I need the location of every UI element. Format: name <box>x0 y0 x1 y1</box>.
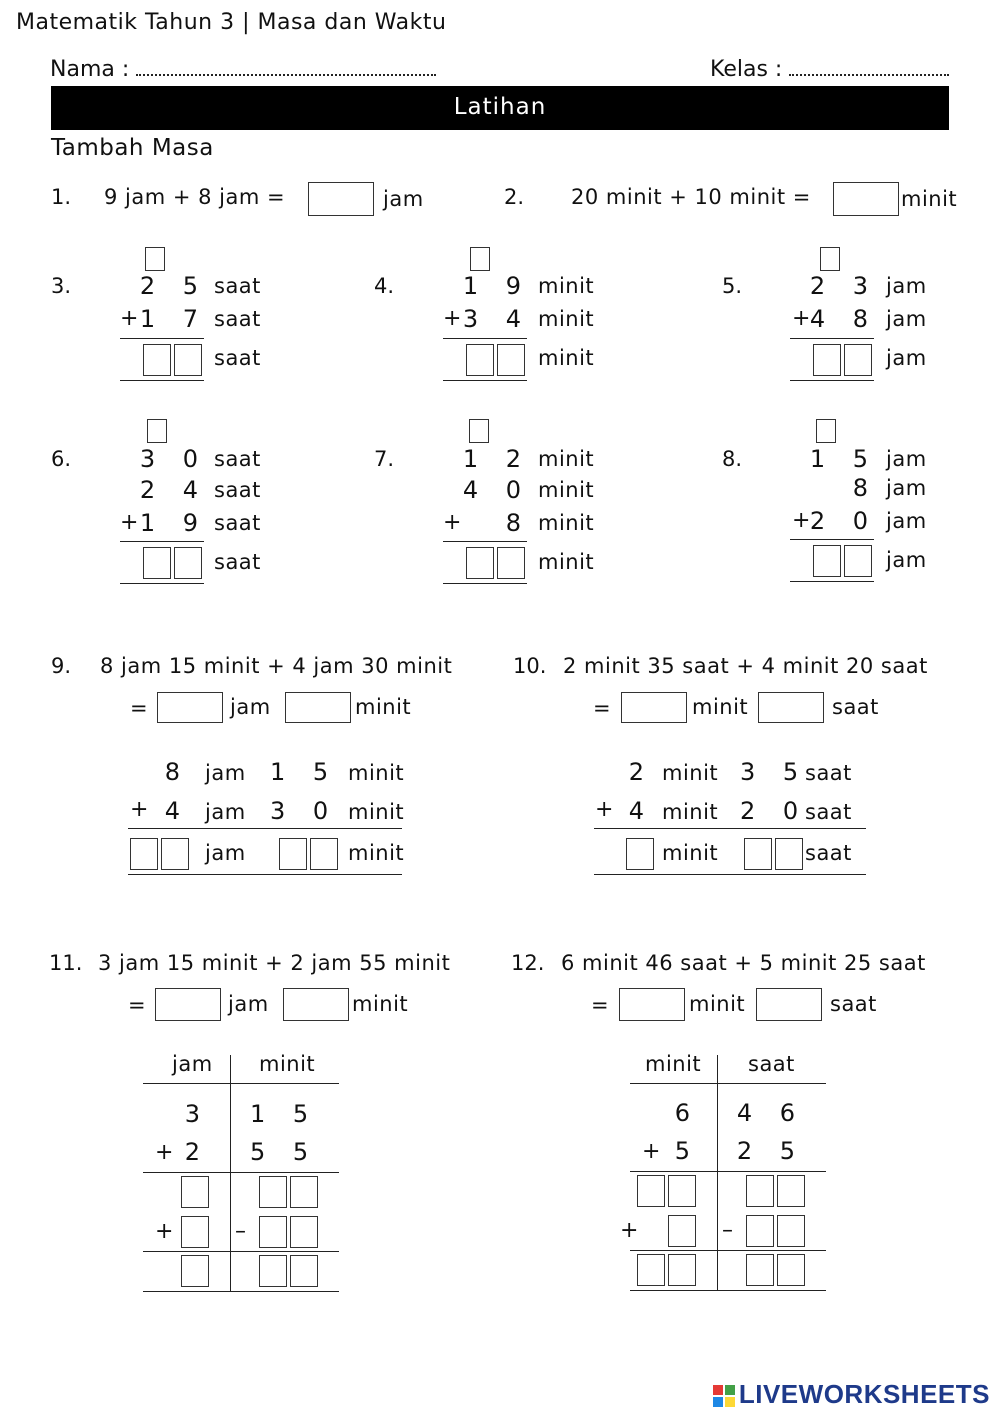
q9-minutes-unit: minit <box>355 695 412 719</box>
q4-rule-bottom <box>443 380 527 381</box>
name-field <box>50 56 436 82</box>
q5-plus: + <box>792 306 811 331</box>
q7-unit-3: minit <box>538 511 595 535</box>
q5-number: 5. <box>722 274 743 298</box>
q12-equals: = <box>591 993 610 1017</box>
q12-minutes-box[interactable] <box>619 988 685 1021</box>
section-banner: Latihan <box>51 86 949 130</box>
q12-r2-seconds: 2 5 <box>736 1137 805 1165</box>
q3-row2: 1 7 <box>139 305 208 333</box>
q10-equals: = <box>593 696 612 720</box>
q4-plus: + <box>443 306 462 331</box>
q11-number: 11. <box>49 951 83 975</box>
q9-ans-hours-ones[interactable] <box>161 838 189 870</box>
q11-r2-hours: 2 <box>184 1138 210 1166</box>
q11-equals: = <box>128 993 147 1017</box>
q5-answer-tens[interactable] <box>813 344 841 376</box>
q10-ans-saat: saat <box>805 841 852 865</box>
q12-divider <box>717 1055 718 1291</box>
name-label: Nama : <box>50 57 130 82</box>
q10-r1-saat: saat <box>805 761 852 785</box>
q8-carry-box[interactable] <box>816 419 836 443</box>
q11-final-min-tens[interactable] <box>259 1255 287 1287</box>
q3-unit-2: saat <box>214 307 261 331</box>
q8-unit-2: jam <box>886 476 927 500</box>
q3-unit-3: saat <box>214 346 261 370</box>
q10-rule <box>594 828 866 829</box>
q12-minutes-unit: minit <box>689 992 746 1016</box>
q7-carry-box[interactable] <box>469 419 489 443</box>
q11-divider <box>230 1055 231 1291</box>
logo-square-red <box>713 1385 723 1395</box>
q11-sum-min-ones[interactable] <box>290 1176 318 1208</box>
liveworksheets-brand: LIVEWORKSHEETS <box>738 1379 990 1409</box>
q9-text: 8 jam 15 minit + 4 jam 30 minit <box>100 654 453 678</box>
q12-final-sec-tens[interactable] <box>746 1254 774 1286</box>
logo-square-yellow <box>725 1397 735 1407</box>
q6-answer-ones[interactable] <box>174 547 202 579</box>
q4-rule <box>443 338 527 339</box>
q7-unit-1: minit <box>538 447 595 471</box>
q11-r1-minutes: 1 5 <box>250 1100 319 1128</box>
q12-header-rule <box>630 1083 826 1084</box>
q11-hours-unit: jam <box>228 992 269 1016</box>
q8-plus: + <box>792 508 811 533</box>
q6-rule <box>120 541 204 542</box>
q12-sum-min-tens[interactable] <box>637 1175 665 1207</box>
q9-ans-hours-tens[interactable] <box>130 838 158 870</box>
q6-unit-3: saat <box>214 511 261 535</box>
q8-unit-4: jam <box>886 548 927 572</box>
q9-r1-minit: minit <box>348 761 405 785</box>
logo-square-blue <box>713 1397 723 1407</box>
q5-rule <box>790 338 874 339</box>
q7-unit-2: minit <box>538 478 595 502</box>
q11-col-minit: minit <box>259 1052 316 1076</box>
q9-number: 9. <box>51 654 72 678</box>
q11-minutes-unit: minit <box>352 992 409 1016</box>
q10-plus: + <box>595 797 614 822</box>
q8-row2: 8 <box>852 474 878 502</box>
name-blank[interactable] <box>136 56 436 76</box>
q7-number: 7. <box>374 447 395 471</box>
q6-row2: 2 4 <box>139 476 208 504</box>
q10-ans-minutes[interactable] <box>626 838 654 870</box>
q9-minutes-box[interactable] <box>285 692 351 723</box>
q12-carry-sec-ones[interactable] <box>777 1215 805 1247</box>
q7-row1: 1 2 <box>462 445 531 473</box>
q9-ans-minit: minit <box>348 841 405 865</box>
q12-seconds-unit: saat <box>830 992 877 1016</box>
q4-row2: 3 4 <box>462 305 531 333</box>
q7-row2: 4 0 <box>462 476 531 504</box>
q9-r1-minutes: 1 5 <box>270 758 339 786</box>
q3-number: 3. <box>51 274 72 298</box>
q10-minutes-box[interactable] <box>621 692 687 723</box>
page-title: Matematik Tahun 3 | Masa dan Waktu <box>16 10 447 35</box>
q3-answer-ones[interactable] <box>174 344 202 376</box>
q11-carry-plus: + <box>155 1219 174 1244</box>
q11-final-hours[interactable] <box>181 1255 209 1287</box>
q5-row1: 2 3 <box>809 272 878 300</box>
q12-final-rule <box>630 1250 826 1251</box>
q10-ans-sec-ones[interactable] <box>775 838 803 870</box>
q5-unit-1: jam <box>886 274 927 298</box>
q11-carry-minus: – <box>235 1219 246 1244</box>
q11-final-rule <box>143 1251 339 1252</box>
q4-row1: 1 9 <box>462 272 531 300</box>
q9-rule <box>128 828 402 829</box>
q4-unit-2: minit <box>538 307 595 331</box>
q12-col-minit: minit <box>645 1052 702 1076</box>
q12-carry-plus: + <box>620 1218 639 1243</box>
q11-header-rule <box>143 1083 339 1084</box>
q5-row2: 4 8 <box>809 305 878 333</box>
q11-carry-min-tens[interactable] <box>259 1216 287 1248</box>
q9-hours-box[interactable] <box>157 692 223 723</box>
q9-ans-min-ones[interactable] <box>310 838 338 870</box>
q11-final-min-ones[interactable] <box>290 1255 318 1287</box>
class-field <box>710 56 949 82</box>
q2-number: 2. <box>504 185 525 209</box>
q11-r2-minutes: 5 5 <box>250 1138 319 1166</box>
q12-r1-minutes: 6 <box>674 1099 700 1127</box>
q8-answer-ones[interactable] <box>844 545 872 577</box>
q9-rule-bottom <box>128 874 402 875</box>
q3-carry-box[interactable] <box>145 247 165 271</box>
q6-number: 6. <box>51 447 72 471</box>
q12-sum-sec-tens[interactable] <box>746 1175 774 1207</box>
class-label: Kelas : <box>710 57 783 82</box>
q9-r2-jam: jam <box>205 800 246 824</box>
q4-carry-box[interactable] <box>470 247 490 271</box>
q3-row1: 2 5 <box>139 272 208 300</box>
q12-bottom-rule <box>630 1290 826 1291</box>
q7-plus: + <box>443 510 462 535</box>
q7-rule-bottom <box>443 583 527 584</box>
q6-answer-tens[interactable] <box>143 547 171 579</box>
q3-unit-1: saat <box>214 274 261 298</box>
q6-rule-bottom <box>120 583 204 584</box>
q9-ans-min-tens[interactable] <box>279 838 307 870</box>
q5-answer-ones[interactable] <box>844 344 872 376</box>
logo-square-green <box>725 1385 735 1395</box>
q2-answer-box[interactable] <box>833 182 899 216</box>
q1-answer-box[interactable] <box>308 182 374 216</box>
q9-r1-hours: 8 <box>164 758 190 786</box>
q6-carry-box[interactable] <box>147 419 167 443</box>
q5-unit-3: jam <box>886 346 927 370</box>
q2-text: 20 minit + 10 minit = <box>571 185 811 209</box>
q12-carry-sec-tens[interactable] <box>746 1215 774 1247</box>
q3-plus: + <box>120 306 139 331</box>
q8-rule <box>790 539 874 540</box>
q4-number: 4. <box>374 274 395 298</box>
q11-text: 3 jam 15 minit + 2 jam 55 minit <box>98 951 451 975</box>
q11-plus: + <box>155 1140 174 1165</box>
q9-r2-minutes: 3 0 <box>270 797 339 825</box>
q6-row1: 3 0 <box>139 445 208 473</box>
q12-carry-minus: – <box>722 1218 733 1243</box>
q10-r1-seconds: 3 5 <box>740 758 809 786</box>
q1-number: 1. <box>51 185 72 209</box>
q9-r1-jam: jam <box>205 761 246 785</box>
q4-answer-tens[interactable] <box>466 344 494 376</box>
q12-carry-minutes[interactable] <box>668 1215 696 1247</box>
q12-col-saat: saat <box>748 1052 795 1076</box>
q10-rule-bottom <box>594 874 866 875</box>
q12-sum-rule <box>630 1171 826 1172</box>
q7-unit-4: minit <box>538 550 595 574</box>
q6-unit-1: saat <box>214 447 261 471</box>
q12-number: 12. <box>511 951 545 975</box>
q8-row1: 1 5 <box>809 445 878 473</box>
q10-number: 10. <box>513 654 547 678</box>
q8-answer-tens[interactable] <box>813 545 841 577</box>
q8-row3: 2 0 <box>809 507 878 535</box>
q9-ans-jam: jam <box>205 841 246 865</box>
q11-sum-hours[interactable] <box>181 1176 209 1208</box>
q10-seconds-unit: saat <box>832 695 879 719</box>
q12-seconds-box[interactable] <box>756 988 822 1021</box>
q12-final-min-ones[interactable] <box>668 1254 696 1286</box>
q10-r2-minit: minit <box>662 800 719 824</box>
q12-text: 6 minit 46 saat + 5 minit 25 saat <box>561 951 926 975</box>
q7-rule <box>443 541 527 542</box>
q8-number: 8. <box>722 447 743 471</box>
q4-unit-3: minit <box>538 346 595 370</box>
q7-answer-ones[interactable] <box>497 547 525 579</box>
liveworksheets-logo[interactable] <box>713 1379 990 1410</box>
q12-plus: + <box>642 1139 661 1164</box>
q9-r2-minit: minit <box>348 800 405 824</box>
q1-unit: jam <box>383 187 424 211</box>
q6-row3: 1 9 <box>139 509 208 537</box>
q11-carry-hours[interactable] <box>181 1216 209 1248</box>
q1-text: 9 jam + 8 jam = <box>104 185 286 209</box>
q11-bottom-rule <box>143 1291 339 1292</box>
q7-row3: 8 <box>505 509 531 537</box>
q11-r1-hours: 3 <box>184 1100 210 1128</box>
liveworksheets-logo-icon <box>713 1385 735 1407</box>
q10-ans-minit: minit <box>662 841 719 865</box>
q3-answer-tens[interactable] <box>143 344 171 376</box>
q11-sum-rule <box>143 1172 339 1173</box>
q12-r2-minutes: 5 <box>674 1137 700 1165</box>
q10-r1-minutes: 2 <box>628 758 654 786</box>
q12-final-sec-ones[interactable] <box>777 1254 805 1286</box>
q10-ans-sec-tens[interactable] <box>744 838 772 870</box>
q10-minutes-unit: minit <box>692 695 749 719</box>
class-blank[interactable] <box>789 56 949 76</box>
q9-plus: + <box>130 797 149 822</box>
q12-r1-seconds: 4 6 <box>736 1099 805 1127</box>
q8-rule-bottom <box>790 581 874 582</box>
q4-answer-ones[interactable] <box>497 344 525 376</box>
q5-unit-2: jam <box>886 307 927 331</box>
q3-rule-bottom <box>120 380 204 381</box>
q12-sum-sec-ones[interactable] <box>777 1175 805 1207</box>
q6-plus: + <box>120 510 139 535</box>
q5-rule-bottom <box>790 380 874 381</box>
q11-sum-min-tens[interactable] <box>259 1176 287 1208</box>
q7-answer-tens[interactable] <box>466 547 494 579</box>
q12-final-min-tens[interactable] <box>637 1254 665 1286</box>
q10-r2-minutes: 4 <box>628 797 654 825</box>
q2-unit: minit <box>901 187 958 211</box>
q9-hours-unit: jam <box>230 695 271 719</box>
q10-r2-saat: saat <box>805 800 852 824</box>
q11-col-jam: jam <box>172 1052 213 1076</box>
q8-unit-1: jam <box>886 447 927 471</box>
q11-minutes-box[interactable] <box>283 988 349 1021</box>
q9-r2-hours: 4 <box>164 797 190 825</box>
section-title: Tambah Masa <box>51 135 214 161</box>
q11-hours-box[interactable] <box>155 988 221 1021</box>
q10-r1-minit: minit <box>662 761 719 785</box>
q10-seconds-box[interactable] <box>758 692 824 723</box>
q5-carry-box[interactable] <box>820 247 840 271</box>
q6-unit-4: saat <box>214 550 261 574</box>
q12-sum-min-ones[interactable] <box>668 1175 696 1207</box>
q4-unit-1: minit <box>538 274 595 298</box>
q8-unit-3: jam <box>886 509 927 533</box>
q9-equals: = <box>130 696 149 720</box>
q10-text: 2 minit 35 saat + 4 minit 20 saat <box>563 654 928 678</box>
q6-unit-2: saat <box>214 478 261 502</box>
q10-r2-seconds: 2 0 <box>740 797 809 825</box>
q11-carry-min-ones[interactable] <box>290 1216 318 1248</box>
q3-rule <box>120 338 204 339</box>
